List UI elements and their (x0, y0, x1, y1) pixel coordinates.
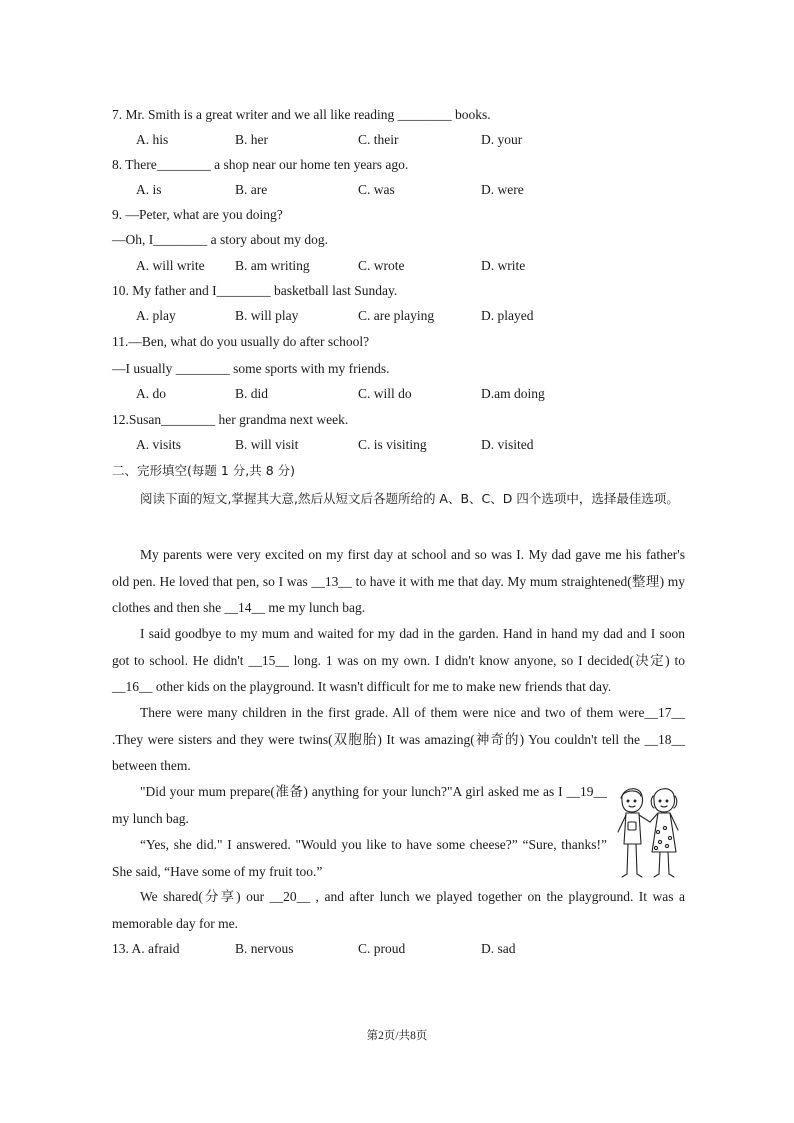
section-2-instruction-block (112, 486, 685, 513)
option-b: B. nervous (235, 941, 294, 956)
option-c: C. wrote (358, 258, 405, 273)
question-8-stem: 8. There________ a shop near our home ten years ago. (112, 157, 409, 172)
option-a: A. do (136, 386, 166, 401)
section-2-instruction: 阅读下面的短文,掌握其大意,然后从短文后各题所给的 A、B、C、D 四个选项中，选择最佳选项。 (140, 491, 679, 506)
option-d: D.am doing (481, 386, 545, 401)
option-a: A. visits (136, 437, 182, 452)
option-b: B. will play (235, 308, 299, 323)
paragraph-text: We shared(分享) our __20__ , and after lunch we played together on the playground. It was a memorable day for me. (112, 889, 685, 931)
passage-paragraph-1 (112, 542, 685, 622)
option-c: C. their (358, 132, 399, 147)
paragraph-text: “Yes, she did." I answered. "Would you like to have some cheese?” “Sure, thanks!” She said, “Have some of my fruit too.” (112, 837, 607, 879)
option-d: D. played (481, 308, 534, 323)
option-c: C. was (358, 182, 395, 197)
passage-paragraph-2 (112, 621, 685, 701)
option-c: C. is visiting (358, 437, 427, 452)
question-12-stem: 12.Susan________ her grandma next week. (112, 412, 349, 427)
option-a: 13. A. afraid (112, 941, 180, 956)
option-d: D. sad (481, 941, 516, 956)
option-a: A. his (136, 132, 169, 147)
option-d: D. visited (481, 437, 534, 452)
paragraph-text: My parents were very excited on my first day at school and so was I. My dad gave me his father's old pen. He loved that pen, so I was __13__ to have it with me that day. My mum straightened(整理) my clothes and then she __14__ me my lunch bag. (112, 547, 685, 615)
paragraph-text: I said goodbye to my mum and waited for my dad in the garden. Hand in hand my dad and I soon got to school. He didn't __15__ long. 1 was on my own. I didn't know anyone, so I decided(决定) to __16__ other kids on the playground. It wasn't difficult for me to make new friends that day. (112, 626, 685, 694)
question-10-stem: 10. My father and I________ basketball last Sunday. (112, 283, 398, 298)
passage-paragraph-3 (112, 700, 685, 780)
paragraph-text: "Did your mum prepare(准备) anything for your lunch?"A girl asked me as I __19__ my lunch bag. (112, 784, 607, 826)
passage-paragraph-5 (112, 832, 607, 885)
option-b: B. are (235, 182, 268, 197)
question-7-stem: 7. Mr. Smith is a great writer and we all like reading ________ books. (112, 107, 491, 122)
question-11-stem-reply: —I usually ________ some sports with my friends. (112, 361, 390, 376)
option-b: B. am writing (235, 258, 310, 273)
option-a: A. will write (136, 258, 205, 273)
option-b: B. did (235, 386, 269, 401)
passage-paragraph-4 (112, 779, 607, 832)
option-d: D. were (481, 182, 524, 197)
section-2-title: 二、完形填空(每题 1 分,共 8 分) (112, 463, 296, 478)
passage-paragraph-6 (112, 884, 685, 937)
option-c: C. proud (358, 941, 406, 956)
paragraph-text: There were many children in the first grade. All of them were nice and two of them were__17__ .They were sisters and they were twins(双胞胎) It was amazing(神奇的) You couldn't tell the __18__ between them. (112, 705, 685, 773)
question-11-stem: 11.—Ben, what do you usually do after school? (112, 334, 370, 349)
option-a: A. play (136, 308, 176, 323)
option-c: C. will do (358, 386, 412, 401)
option-d: D. your (481, 132, 523, 147)
option-b: B. will visit (235, 437, 299, 452)
question-9-stem-reply: —Oh, I________ a story about my dog. (112, 232, 328, 247)
option-a: A. is (136, 182, 162, 197)
option-b: B. her (235, 132, 268, 147)
twin-girls-illustration (614, 782, 686, 886)
page-number: 第2页/共8页 (366, 1030, 428, 1042)
option-d: D. write (481, 258, 526, 273)
question-9-stem: 9. —Peter, what are you doing? (112, 207, 283, 222)
option-c: C. are playing (358, 308, 435, 323)
